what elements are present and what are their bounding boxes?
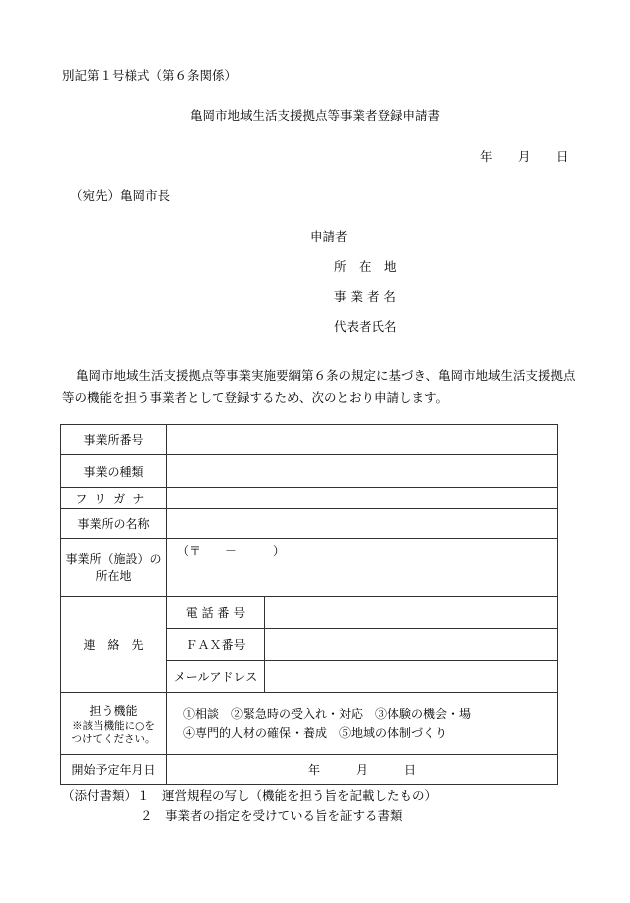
office-address-label-line2: 所在地 xyxy=(95,568,132,583)
office-address-label-line1: 事業所（施設）の xyxy=(65,551,162,566)
phone-label: 電 話 番 号 xyxy=(167,597,265,629)
application-statement: 亀岡市地域生活支援拠点等事業実施要綱第６条の規定に基づき、亀岡市地域生活支援拠点等の機能を担う事業者として登録するため、次のとおり申請します。 xyxy=(62,368,576,405)
date-day: 日 xyxy=(556,149,569,164)
office-address-label xyxy=(61,539,167,597)
start-date-field[interactable] xyxy=(167,755,558,785)
addressee: （宛先）亀岡市長 xyxy=(70,188,171,203)
functions-note-line1: ※該当機能に○を xyxy=(72,719,155,732)
functions-note-line2: つけてください。 xyxy=(71,732,156,745)
functions-options-line2: ④専門的人材の確保・養成 ⑤地域の体制づくり xyxy=(183,725,448,740)
office-number-field[interactable] xyxy=(167,425,558,455)
email-label: メールアドレス xyxy=(167,661,265,693)
document-title: 亀岡市地域生活支援拠点等事業者登録申請書 xyxy=(189,108,440,123)
office-name-field[interactable] xyxy=(167,509,558,539)
business-type-label: 事業の種類 xyxy=(61,455,167,488)
phone-field[interactable] xyxy=(265,597,558,629)
date-year: 年 xyxy=(480,149,493,164)
form-number: 別記第１号様式（第６条関係） xyxy=(62,68,238,83)
attachment-line-2: ２ 事業者の指定を受けている旨を証する書類 xyxy=(140,808,403,823)
fax-label: ＦＡＸ番号 xyxy=(167,629,265,661)
postal-code-placeholder: （〒 － ） xyxy=(177,544,286,558)
business-type-field[interactable] xyxy=(167,455,558,488)
furigana-label: フリガナ xyxy=(61,488,167,509)
email-field[interactable] xyxy=(265,661,558,693)
functions-label-cell xyxy=(61,693,167,755)
date-month: 月 xyxy=(518,149,531,164)
start-date-placeholder: 年 月 日 xyxy=(307,763,416,777)
functions-options-line1: ①相談 ②緊急時の受入れ・対応 ③体験の機会・場 xyxy=(183,706,472,721)
applicant-heading: 申請者 xyxy=(310,229,348,244)
office-address-field[interactable] xyxy=(167,539,558,597)
application-date xyxy=(480,147,569,165)
applicant-business-name-label: 事 業 者 名 xyxy=(334,289,396,304)
contact-label: 連 絡 先 xyxy=(61,597,167,693)
start-date-label: 開始予定年月日 xyxy=(61,755,167,785)
attachment-line-1: （添付書類）１ 運営規程の写し（機能を担う旨を記載したもの） xyxy=(62,788,438,803)
applicant-representative-label: 代表者氏名 xyxy=(334,319,397,334)
fax-field[interactable] xyxy=(265,629,558,661)
furigana-field[interactable] xyxy=(167,488,558,509)
functions-options[interactable] xyxy=(167,693,558,755)
application-form-table xyxy=(60,424,558,785)
office-name-label: 事業所の名称 xyxy=(61,509,167,539)
office-number-label: 事業所番号 xyxy=(61,425,167,455)
functions-label: 担う機能 xyxy=(89,703,138,718)
applicant-location-label: 所 在 地 xyxy=(334,259,397,274)
